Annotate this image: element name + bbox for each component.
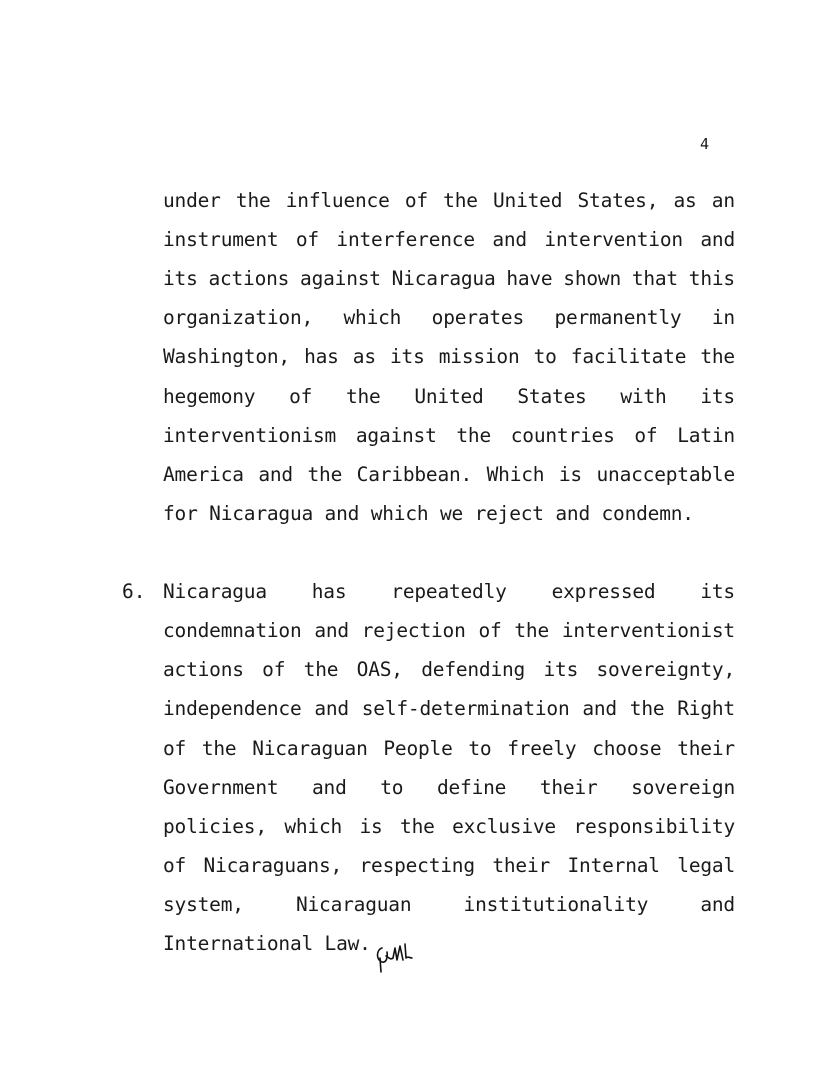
word: exclusive — [452, 815, 556, 838]
word: States, — [577, 189, 659, 212]
word: permanently — [554, 306, 682, 329]
word: the — [700, 345, 735, 368]
word: Washington, — [163, 345, 290, 368]
word: and — [700, 228, 735, 251]
word: their — [492, 854, 551, 877]
word: shown — [563, 267, 621, 290]
word: and — [314, 619, 349, 642]
word: the — [307, 463, 343, 486]
word: International Law. — [163, 932, 371, 955]
word: the — [400, 815, 435, 838]
word: is — [558, 463, 582, 486]
word: and — [582, 697, 617, 720]
word: influence — [285, 189, 390, 212]
word: independence — [163, 697, 302, 720]
word: an — [711, 189, 735, 212]
word: the — [514, 619, 550, 642]
word: Right — [677, 697, 735, 720]
word: define — [436, 776, 507, 799]
word: of — [262, 658, 286, 681]
text-line — [163, 384, 735, 410]
word: Nicaragua — [163, 580, 267, 603]
word: their — [677, 737, 735, 760]
word: has — [304, 345, 339, 368]
word: and — [700, 893, 735, 916]
word: the — [629, 697, 665, 720]
word: and — [492, 228, 527, 251]
text-line — [163, 853, 735, 879]
text-line — [163, 305, 735, 331]
word: of — [404, 189, 428, 212]
word: choose — [592, 737, 662, 760]
word: self-determination — [361, 697, 570, 720]
word: and — [258, 463, 293, 486]
word: against — [355, 424, 437, 447]
word: to — [468, 737, 492, 760]
word: have — [506, 267, 553, 290]
word: its — [543, 658, 579, 681]
word: Nicaragua — [391, 267, 496, 290]
word: in — [711, 306, 735, 329]
word: Nicaraguans, — [203, 854, 343, 877]
handwritten-initials-signature — [372, 936, 418, 976]
word: has — [311, 580, 347, 603]
text-line — [163, 501, 735, 527]
text-line — [163, 423, 735, 449]
word: Nicaraguan — [252, 737, 368, 760]
word: sovereign — [631, 776, 735, 799]
word: to — [533, 345, 557, 368]
word: repeatedly — [391, 580, 507, 603]
word: interference — [336, 228, 475, 251]
word: interventionism — [163, 424, 337, 447]
word: hegemony — [163, 385, 256, 408]
word: its — [700, 580, 735, 603]
list-item-number: 6. — [122, 580, 146, 603]
word: actions — [163, 658, 244, 681]
word: institutionality — [463, 893, 649, 916]
word: with — [620, 385, 667, 408]
word: their — [539, 776, 598, 799]
word: United — [414, 385, 484, 408]
text-line — [163, 657, 735, 683]
word: its — [163, 267, 198, 290]
text-line — [163, 344, 735, 370]
word: its — [700, 385, 735, 408]
word: as — [673, 189, 697, 212]
word: for Nicaragua and which we reject and condemn. — [163, 502, 694, 525]
text-line — [163, 814, 735, 840]
word: the — [235, 189, 271, 212]
word: condemnation — [163, 619, 302, 642]
word: of — [163, 854, 187, 877]
text-line — [163, 462, 735, 488]
word: Latin — [677, 424, 735, 447]
word: Government — [163, 776, 279, 799]
page-number: 4 — [700, 135, 710, 153]
text-line — [163, 892, 735, 918]
word: operates — [431, 306, 524, 329]
word: legal — [677, 854, 735, 877]
word: the — [303, 658, 339, 681]
word: of — [295, 228, 319, 251]
word: mission — [438, 345, 520, 368]
word: America — [163, 463, 244, 486]
word: this — [688, 267, 735, 290]
text-line — [163, 736, 735, 762]
text-line — [163, 188, 735, 214]
word: Caribbean. — [356, 463, 473, 486]
word: to — [380, 776, 404, 799]
word: facilitate — [570, 345, 687, 368]
word: Nicaraguan — [295, 893, 412, 916]
word: as — [352, 345, 376, 368]
word: freely — [507, 737, 577, 760]
word: Which — [486, 463, 545, 486]
word: United — [493, 189, 563, 212]
word: States — [517, 385, 587, 408]
word: defending — [421, 658, 526, 681]
word: of — [478, 619, 502, 642]
word: against — [300, 267, 381, 290]
word: that — [631, 267, 678, 290]
word: the — [456, 424, 492, 447]
word: actions — [208, 267, 290, 290]
word: OAS, — [356, 658, 403, 681]
text-line — [163, 931, 735, 957]
word: of — [634, 424, 658, 447]
word: its — [390, 345, 425, 368]
word: rejection — [361, 619, 466, 642]
word: Internal — [567, 854, 660, 877]
word: which — [343, 306, 402, 329]
text-line — [163, 579, 735, 605]
text-line — [163, 227, 735, 253]
word: expressed — [551, 580, 656, 603]
word: countries — [510, 424, 615, 447]
word: People — [383, 737, 453, 760]
word: policies, — [163, 815, 267, 838]
word: instrument — [163, 228, 279, 251]
word: the — [201, 737, 237, 760]
word: unacceptable — [596, 463, 735, 486]
word: sovereignty, — [596, 658, 735, 681]
text-line — [163, 266, 735, 292]
word: responsibility — [573, 815, 735, 838]
word: organization, — [163, 306, 314, 329]
word: respecting — [359, 854, 475, 877]
text-line — [163, 696, 735, 722]
word: is — [359, 815, 383, 838]
word: system, — [163, 893, 244, 916]
text-line — [163, 618, 735, 644]
word: of — [163, 737, 187, 760]
text-line — [163, 775, 735, 801]
word: and — [314, 697, 349, 720]
word: the — [443, 189, 478, 212]
word: and — [312, 776, 347, 799]
word: the — [345, 385, 381, 408]
word: of — [289, 385, 313, 408]
word: which — [284, 815, 343, 838]
word: interventionist — [561, 619, 735, 642]
word: intervention — [544, 228, 683, 251]
word: under — [163, 189, 221, 212]
